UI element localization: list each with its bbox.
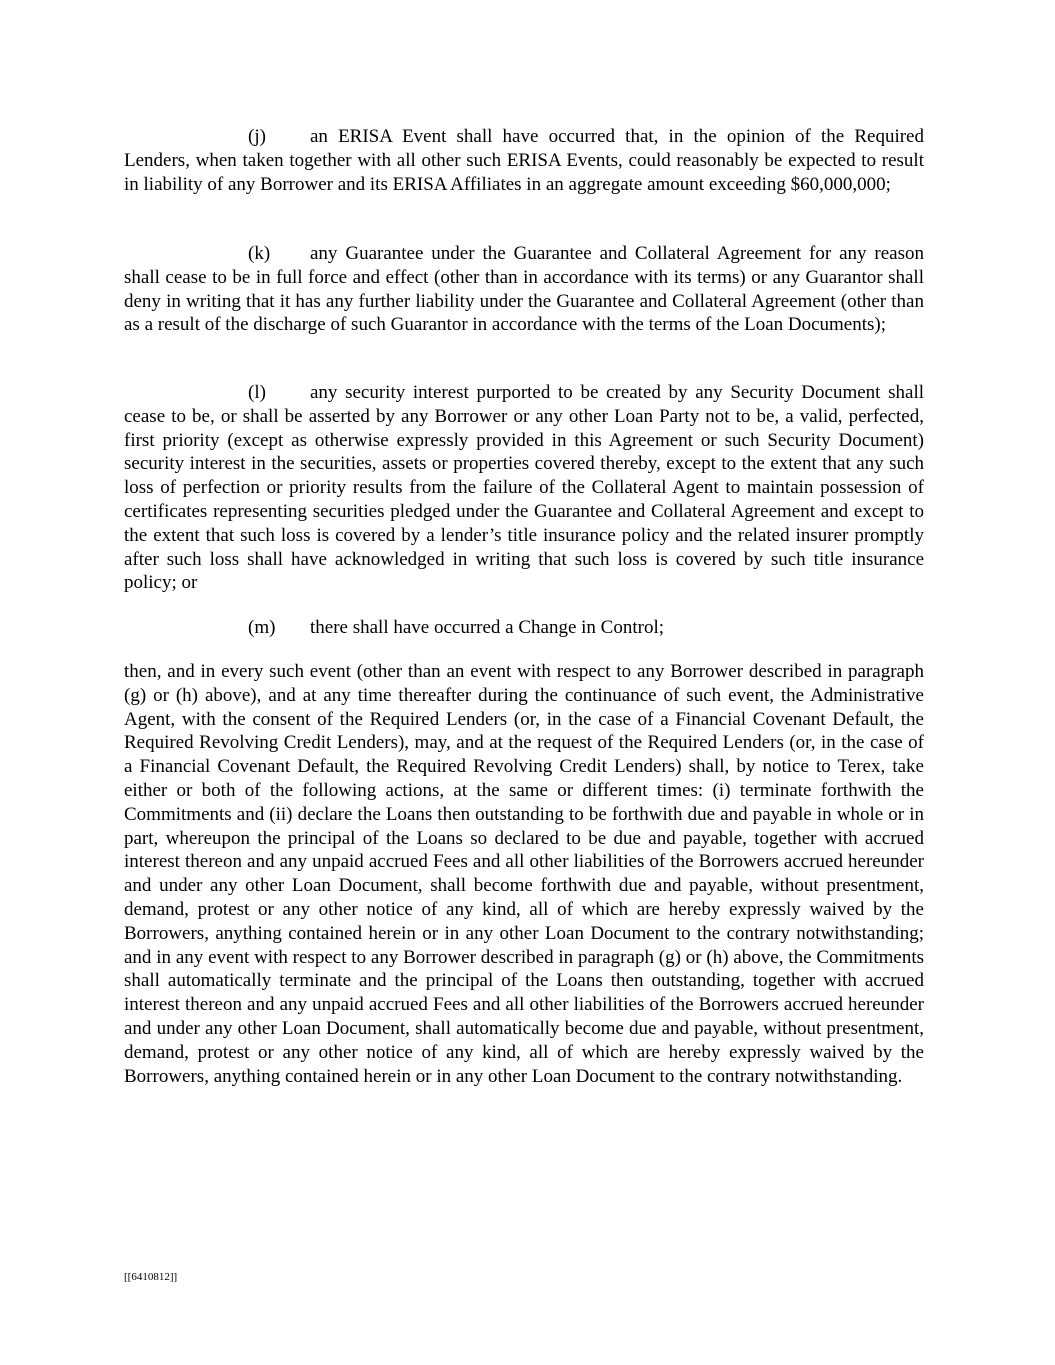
paragraph-k-marker: (k)	[248, 243, 271, 264]
paragraph-k	[124, 242, 924, 337]
document-id-footer: [[6410812]]	[124, 1271, 178, 1283]
paragraph-m-text: there shall have occurred a Change in Control;	[310, 617, 665, 638]
closing-paragraph-text: then, and in every such event (other than an event with respect to any Borrower described in paragraph (g) or (h) above), and at any time thereafter during the continuance of such event, the Administrative Agent, with the consent of the Required Lenders (or, in the case of a Financial Covenant Default, the Required Revolving Credit Lenders), may, and at the request of the Required Lenders (or, in the case of a Financial Covenant Default, the Required Revolving Credit Lenders) shall, by notice to Terex, take either or both of the following actions, at the same or different times: (i) terminate forthwith the Commitments and (ii) declare the Loans then outstanding to be forthwith due and payable in whole or in part, whereupon the principal of the Loans so declared to be due and payable, together with accrued interest thereon and any unpaid accrued Fees and all other liabilities of the Borrowers accrued hereunder and under any other Loan Document, shall become forthwith due and payable, without presentment, demand, protest or any other notice of any kind, all of which are hereby expressly waived by the Borrowers, anything contained herein or in any other Loan Document to the contrary notwithstanding; and in any event with respect to any Borrower described in paragraph (g) or (h) above, the Commitments shall automatically terminate and the principal of the Loans then outstanding, together with accrued interest thereon and any unpaid accrued Fees and all other liabilities of the Borrowers accrued hereunder and under any other Loan Document, shall automatically become due and payable, without presentment, demand, protest or any other notice of any kind, all of which are hereby expressly waived by the Borrowers, anything contained herein or in any other Loan Document to the contrary notwithstanding.	[124, 661, 924, 1087]
paragraph-l	[124, 381, 924, 595]
closing-paragraph	[124, 660, 924, 1088]
paragraph-j	[124, 125, 924, 196]
paragraph-k-text: any Guarantee under the Guarantee and Collateral Agreement for any reason shall cease to be in full force and effect (other than in accordance with its terms) or any Guarantor shall deny in writing that it has any further liability under the Guarantee and Collateral Agreement (other than as a result of the discharge of such Guarantor in accordance with the terms of the Loan Documents);	[124, 243, 924, 336]
paragraph-l-text: any security interest purported to be created by any Security Document shall cease to be, or shall be asserted by any Borrower or any other Loan Party not to be, a valid, perfected, first priority (except as otherwise expressly provided in this Agreement or such Security Document) security interest in the securities, assets or properties covered thereby, except to the extent that any such loss of perfection or priority results from the failure of the Collateral Agent to maintain possession of certificates representing securities pledged under the Guarantee and Collateral Agreement and except to the extent that such loss is covered by a lender’s title insurance policy and the related insurer promptly after such loss shall have acknowledged in writing that such loss is covered by such title insurance policy; or	[124, 382, 924, 594]
paragraph-l-marker: (l)	[248, 382, 266, 403]
paragraph-j-text: an ERISA Event shall have occurred that, in the opinion of the Required Lenders, when taken together with all other such ERISA Events, could reasonably be expected to result in liability of any Borrower and its ERISA Affiliates in an aggregate amount exceeding $60,000,000;	[124, 126, 924, 195]
paragraph-m	[124, 616, 924, 640]
paragraph-m-marker: (m)	[248, 617, 276, 638]
paragraph-j-marker: (j)	[248, 126, 266, 147]
